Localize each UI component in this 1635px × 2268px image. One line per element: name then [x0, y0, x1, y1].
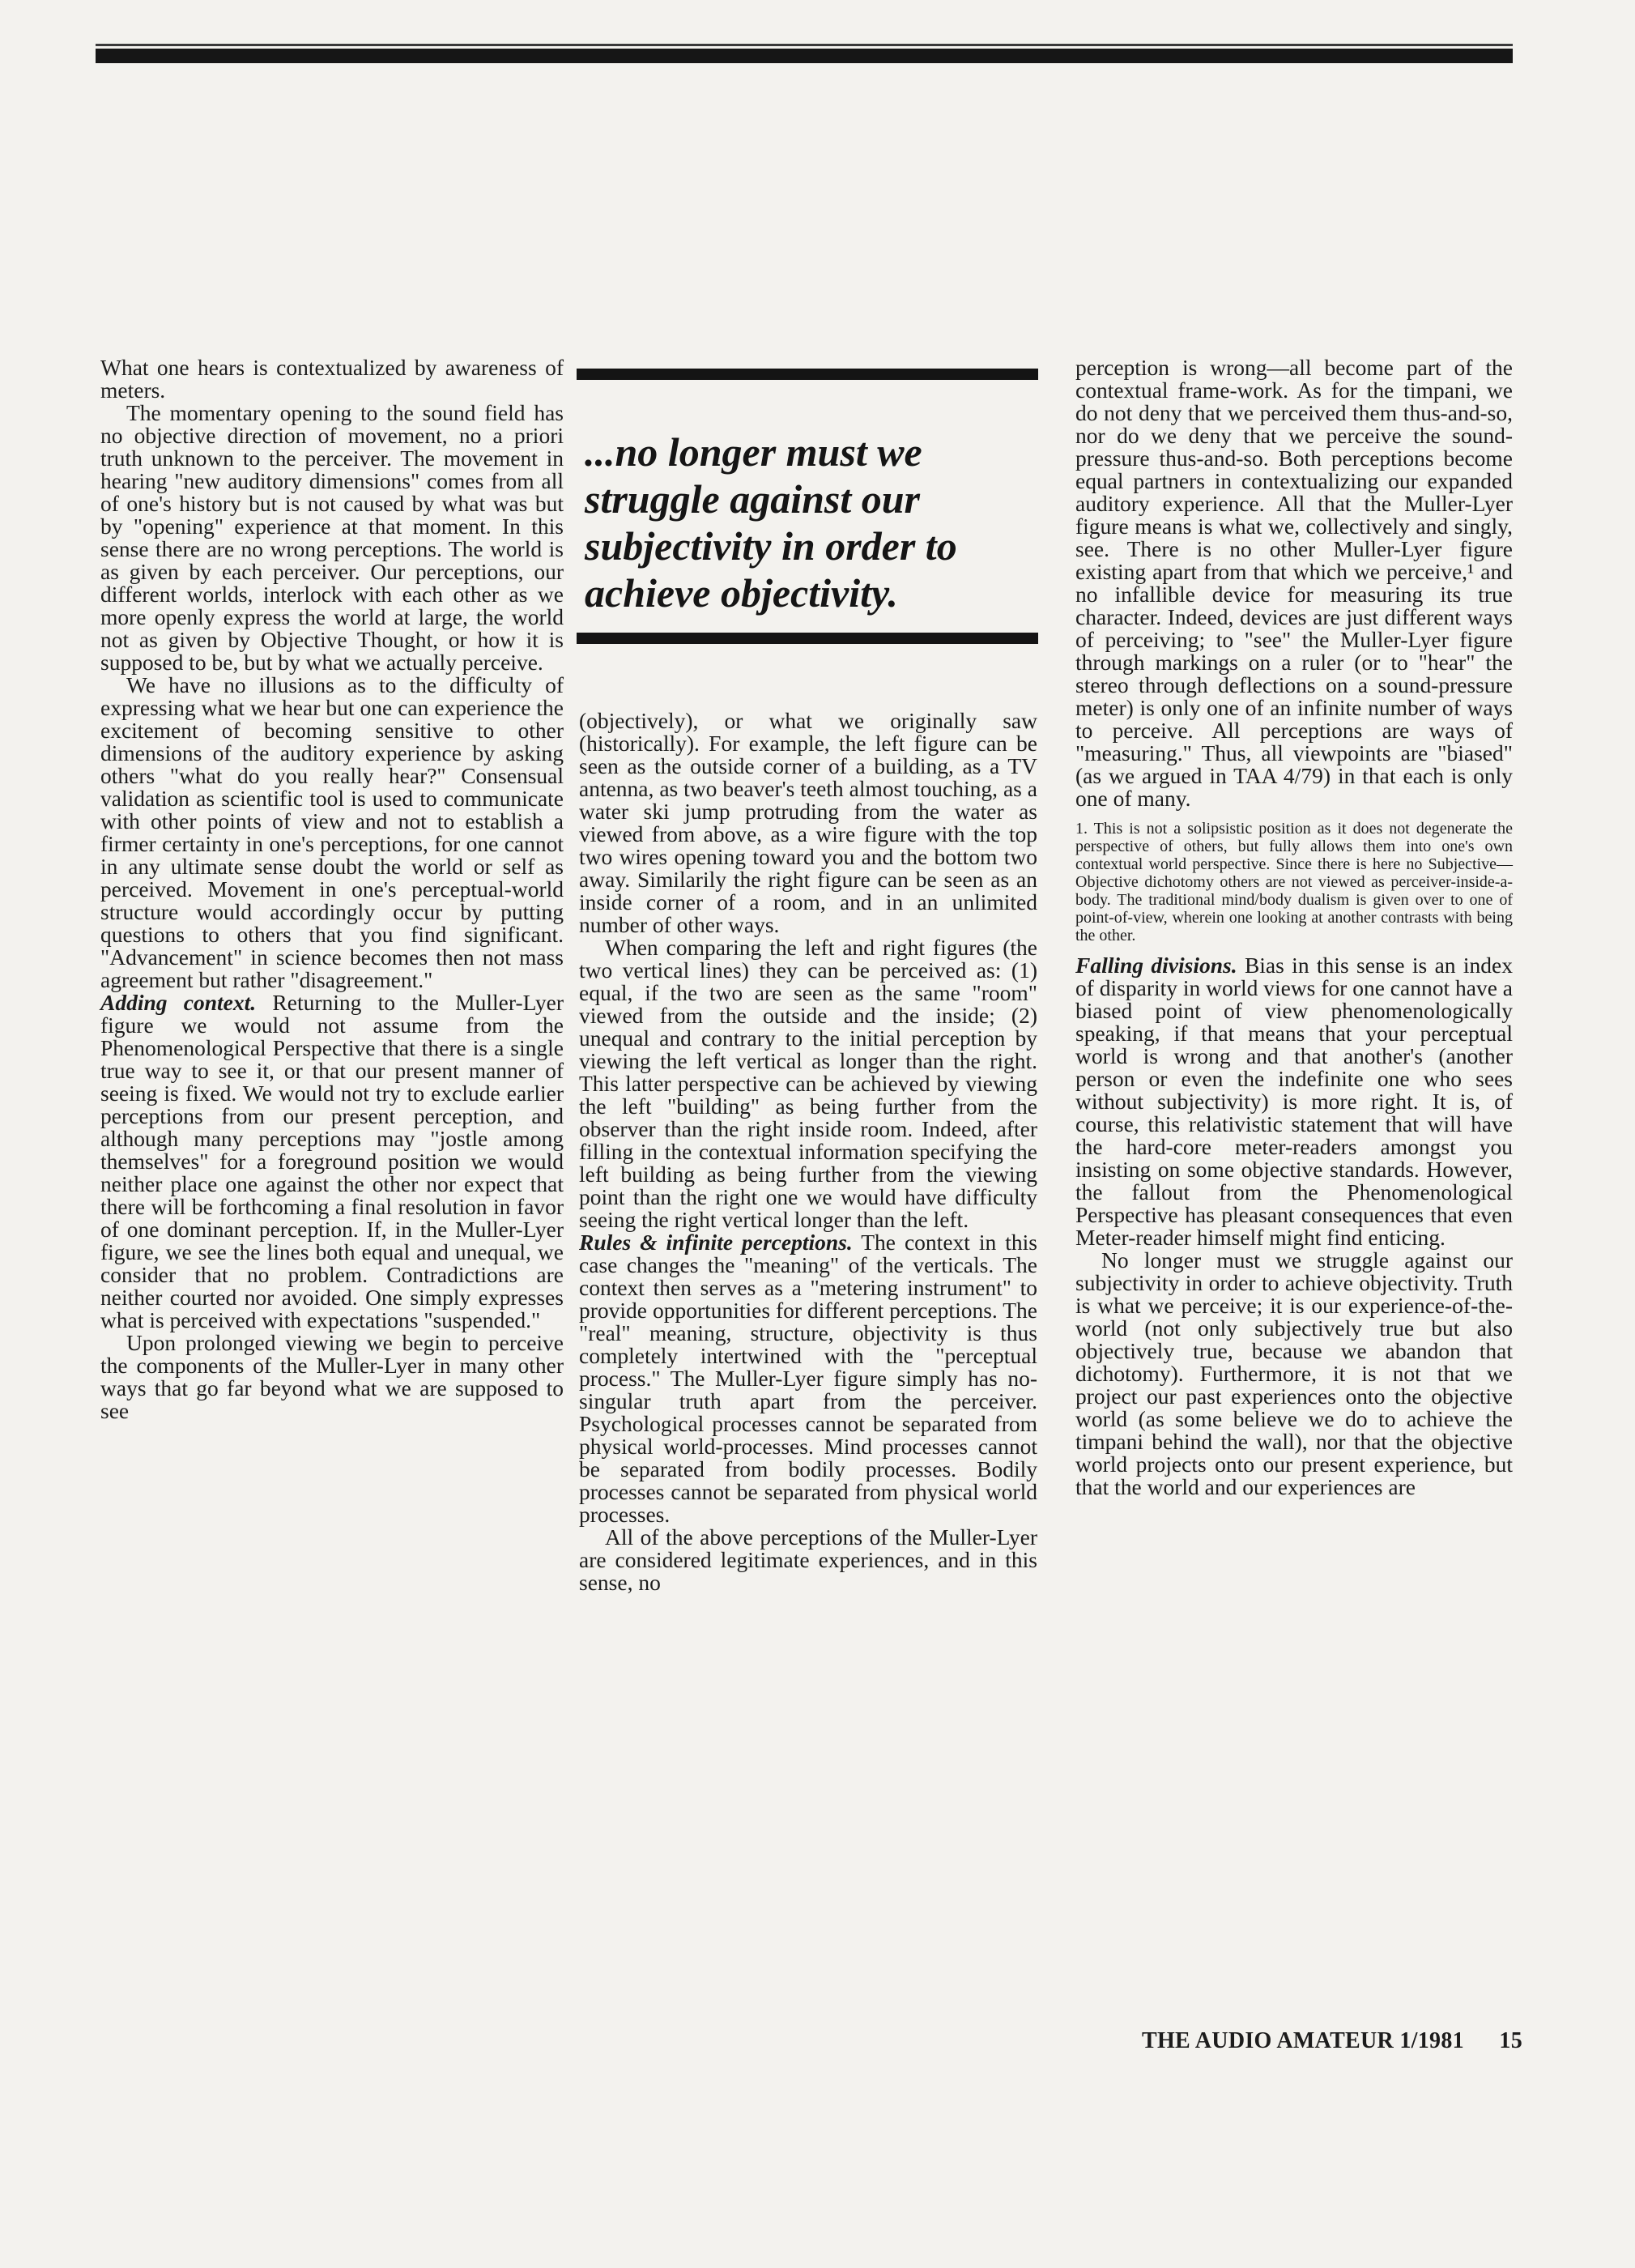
- paragraph-text: perception is wrong—all become part of the contextual frame-work. As for the timpani, we do not deny that we perceived them thus-and-so, nor do we deny that we perceive the sound-pressure thus-and-so. Both perceptions become equal partners in contextualizing our expanded auditory experience. All that the Muller-Lyer figure means is what we, collectively and singly, see. There is no other Muller-Lyer figure existing apart from that which we perceive,¹ and no infallible device for measuring its true character. Indeed, devices are just different ways of perceiving; to "see" the Muller-Lyer figure through markings on a ruler (or to "hear" the stereo through deflections on a sound-pressure meter) is only one of an infinite number of ways to perceive. All perceptions are ways of "measuring." Thus, all viewpoints are "biased" (as we argued in TAA 4/79) in that each is only one of many.: [1075, 355, 1513, 811]
- section-lead: Rules & infinite perceptions.: [579, 1230, 853, 1255]
- paragraph: [100, 991, 564, 1332]
- paragraph-text: Bias in this sense is an index of disparity in world views for one cannot have a biased point of view phenomenologically speaking, if that means that your perceptual world is wrong and that another's (another person or even the indefinite one who sees without subjectivity) is more right. It is, of course, this relativistic statement that will have the hard-core meter-readers amongst you insisting on some objective standards. However, the fallout from the Phenomenological Perspective has pleasant consequences that even Meter-reader himself might find enticing.: [1075, 953, 1513, 1250]
- footer-publication: THE AUDIO AMATEUR 1/1981: [1142, 2028, 1464, 2053]
- column-3: [1075, 356, 1513, 1498]
- pull-quote-top-rule: [577, 369, 1038, 380]
- paragraph-text: No longer must we struggle against our subjectivity in order to achieve objectivity. Truth is what we perceive; it is our experience-of-the-world (not only subjectively true but also objectively true, because we abandon that dichotomy). Furthermore, it is not that we project our past experiences onto the objective world (as some believe we do to achieve the timpani behind the wall), nor that the objective world projects onto our present experience, but that the world and our experiences are: [1075, 1247, 1513, 1499]
- paragraph-text: What one hears is contextualized by awareness of meters.: [100, 355, 564, 403]
- paragraph: [100, 1332, 564, 1422]
- column-2: [579, 710, 1037, 1594]
- footnote: [1075, 820, 1513, 944]
- paragraph: [1075, 1249, 1513, 1498]
- paragraph: [579, 710, 1037, 936]
- pull-quote-bottom-rule: [577, 633, 1038, 644]
- paragraph: [579, 1231, 1037, 1526]
- paragraph: [579, 1526, 1037, 1594]
- paragraph-text: 1. This is not a solipsistic position as it does not degenerate the perspective of others, but fully allows them into one's own contextual world perspective. Since there is here no Subjective—Objective dichotomy others are not viewed as perceiver-inside-a-body. The traditional mind/body dualism is given over to one of point-of-view, wherein one looking at another contrasts with being the other.: [1075, 820, 1513, 944]
- paragraph: [100, 356, 564, 402]
- paragraph-text: Upon prolonged viewing we begin to perceive the components of the Muller-Lyer in many other ways that go far beyond what we are supposed to see: [100, 1330, 564, 1423]
- section-lead: Falling divisions.: [1075, 953, 1237, 978]
- paragraph-text: When comparing the left and right figures (the two vertical lines) they can be perceived as: (1) equal, if the two are seen as the same "room" viewed from the outside and the inside; (2) unequal and contrary to the initial perception by viewing the left vertical as longer than the right. This latter perspective can be achieved by viewing the left "building" as being further from the observer than the right inside room. Indeed, after filling in the contextual information specifying the left building as being further from the viewing point than the right one we would have difficulty seeing the right vertical longer than the left.: [579, 935, 1037, 1232]
- paragraph: [100, 674, 564, 991]
- paragraph-text: All of the above perceptions of the Muller-Lyer are considered legitimate experiences, and in this sense, no: [579, 1524, 1037, 1595]
- page-footer: [1142, 2028, 1522, 2054]
- paragraph: [100, 402, 564, 674]
- pull-quote-box: [577, 369, 1038, 644]
- paragraph: [1075, 356, 1513, 810]
- paragraph-text: The momentary opening to the sound field has no objective direction of movement, no a priori truth unknown to the perceiver. The movement in hearing "new auditory dimensions" comes from all of one's history but is not caused by what was but by "opening" experience at that moment. In this sense there are no wrong perceptions. The world is as given by each perceiver. Our perceptions, our different worlds, interlock with each other as we more openly express the world at large, the world not as given by Objective Thought, or how it is supposed to be, but by what we actually perceive.: [100, 400, 564, 675]
- paragraph: [579, 936, 1037, 1231]
- pull-quote: ...no longer must we struggle against our subjectivity in order to achieve objectivity.: [585, 429, 957, 616]
- paragraph-text: Returning to the Muller-Lyer figure we would not assume from the Phenomenological Perspective that there is a single true way to see it, or that our present manner of seeing is fixed. We would not try to exclude earlier perceptions from our present perception, and although many perceptions may "jostle among themselves" for a foreground position we would neither place one against the other nor expect that there will be forthcoming a final resolution in favor of one dominant perception. If, in the Muller-Lyer figure, we see the lines both equal and unequal, we consider that no problem. Contradictions are neither courted nor avoided. One simply expresses what is perceived with expectations "suspended.": [100, 990, 564, 1332]
- header-rule: [96, 49, 1513, 63]
- section-lead: Adding context.: [100, 990, 257, 1015]
- paragraph: [1075, 954, 1513, 1249]
- header-thin-rule: [96, 44, 1513, 46]
- column-1: [100, 356, 564, 1422]
- paragraph-text: We have no illusions as to the difficulty of expressing what we hear but one can experience the excitement of becoming sensitive to other dimensions of the auditory experience by asking others "what do you really hear?" Consensual validation as scientific tool is used to communicate with other points of view and not to establish a firmer certainty in one's perceptions, for one cannot in any ultimate sense doubt the world or self as perceived. Movement in one's perceptual-world structure would accordingly occur by putting questions to others that you find significant. "Advancement" in science becomes then not mass agreement but rather "disagreement.": [100, 672, 564, 992]
- paragraph-text: The context in this case changes the "meaning" of the verticals. The context then serves as a "metering instrument" to provide opportunities for different perceptions. The "real" meaning, structure, objectivity is thus completely intertwined with the "perceptual process." The Muller-Lyer figure simply has no-singular truth apart from the perceiver. Psychological processes cannot be separated from physical world-processes. Mind processes cannot be separated from bodily processes. Bodily processes cannot be separated from physical world processes.: [579, 1230, 1037, 1527]
- page-number: 15: [1499, 2028, 1522, 2053]
- paragraph-text: (objectively), or what we originally saw (historically). For example, the left figure can be seen as the outside corner of a building, as a TV antenna, as two beaver's teeth almost touching, as a water ski jump protruding from the water as viewed from above, as a wire figure with the top two wires opening toward you and the bottom two away. Similarily the right figure can be seen as an inside corner of a room, and in an unlimited number of other ways.: [579, 708, 1037, 937]
